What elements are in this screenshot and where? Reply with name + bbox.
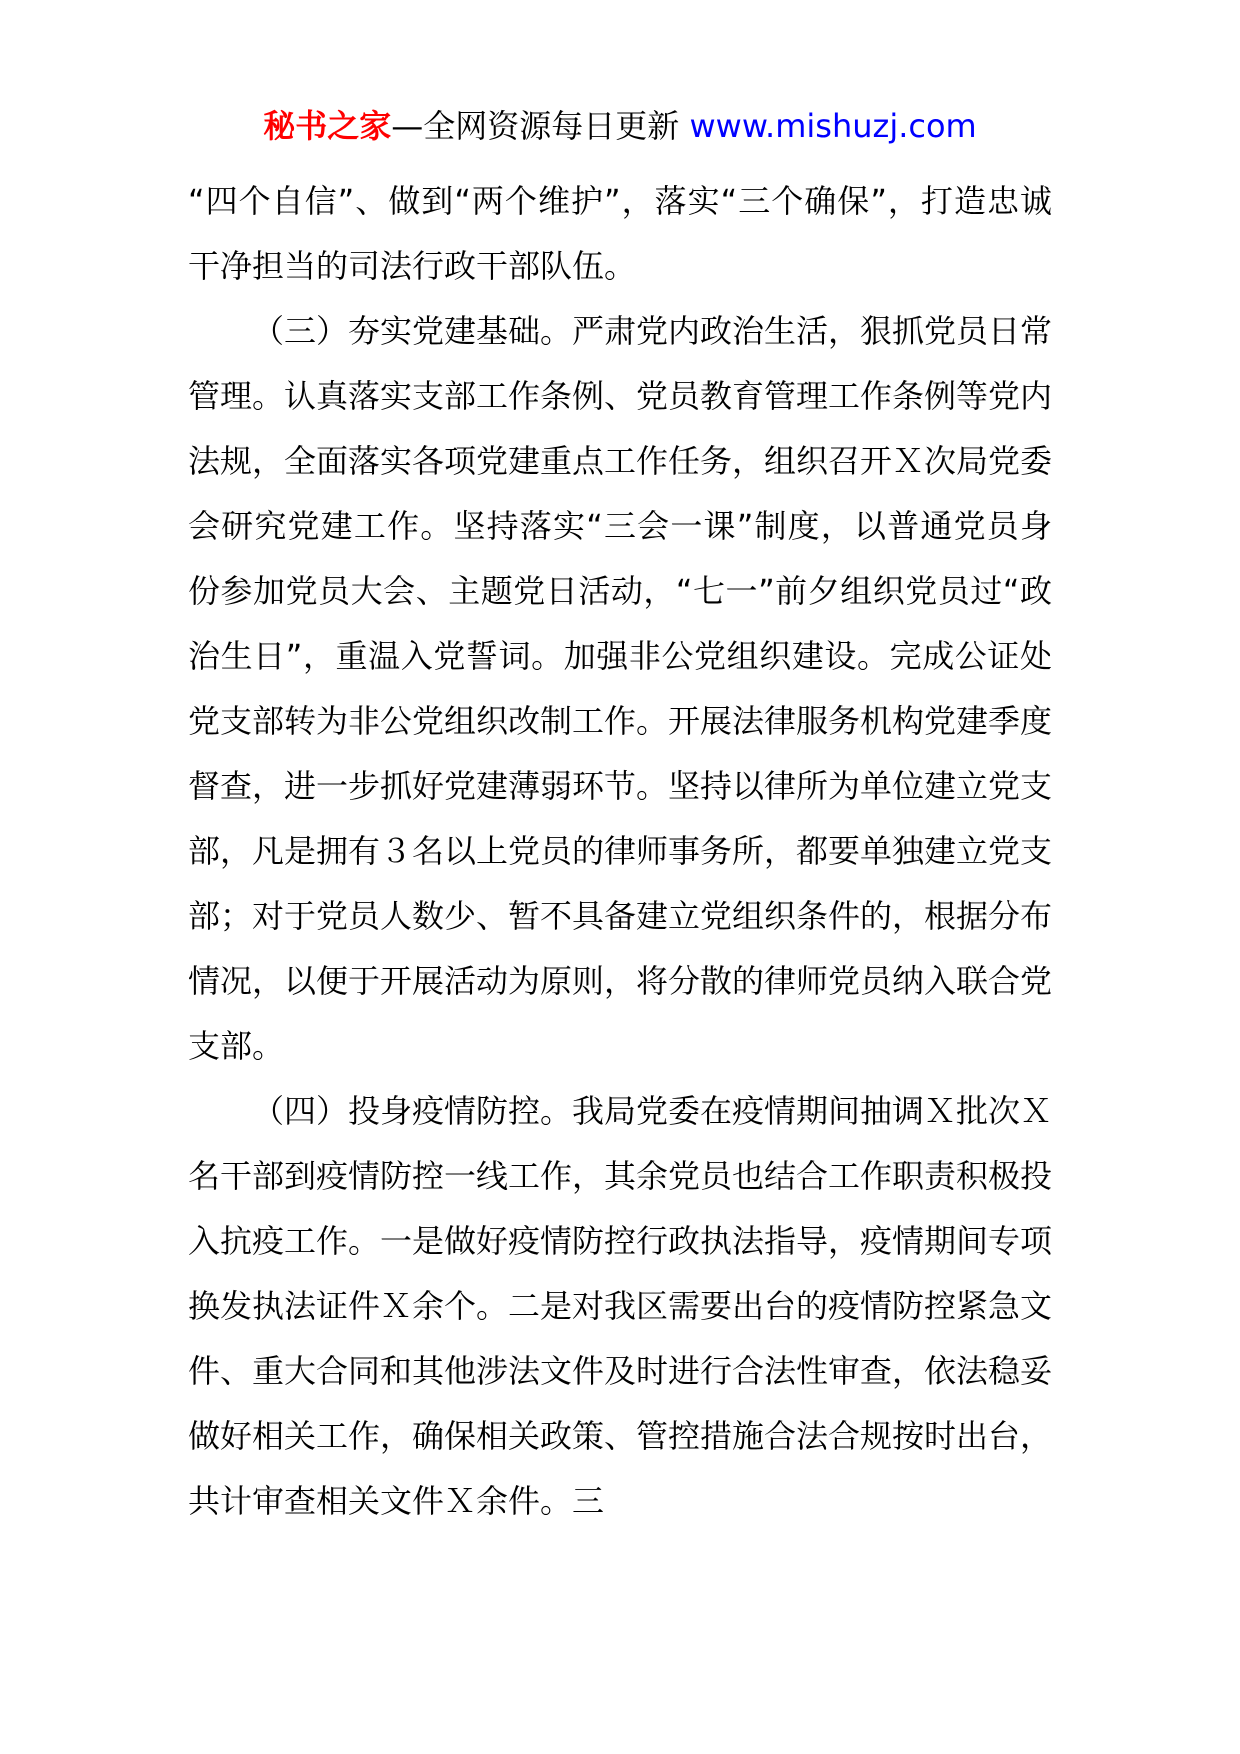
brand-name: 秘书之家	[263, 107, 392, 145]
paragraph-section-three: （三）夯实党建基础。严肃党内政治生活，狠抓党员日常管理。认真落实支部工作条例、党员教育管理工作条例等党内法规，全面落实各项党建重点工作任务，组织召开Ｘ次局党委会研究党建工作。坚持落实“三会一课”制度，以普通党员身份参加党员大会、主题党日活动，“七一”前夕组织党员过“政治生日”，重温入党誓词。加强非公党组织建设。完成公证处党支部转为非公党组织改制工作。开展法律服务机构党建季度督查，进一步抓好党建薄弱环节。坚持以律所为单位建立党支部，凡是拥有３名以上党员的律师事务所，都要单独建立党支部；对于党员人数少、暂不具备建立党组织条件的，根据分布情况，以便于开展活动为原则，将分散的律师党员纳入联合党支部。	[188, 312, 1053, 1065]
paragraph-continued: “四个自信”、做到“两个维护”，落实“三个确保”，打造忠诚干净担当的司法行政干部队伍。	[188, 182, 1052, 285]
page-header	[0, 104, 1240, 148]
document-body	[188, 169, 1052, 1534]
site-url[interactable]: www.mishuzj.com	[689, 107, 977, 145]
paragraph-section-four: （四）投身疫情防控。我局党委在疫情期间抽调Ｘ批次Ｘ名干部到疫情防控一线工作，其余党员也结合工作职责积极投入抗疫工作。一是做好疫情防控行政执法指导，疫情期间专项换发执法证件Ｘ余个。二是对我区需要出台的疫情防控紧急文件、重大合同和其他涉法文件及时进行合法性审查，依法稳妥做好相关工作，确保相关政策、管控措施合法合规按时出台，共计审查相关文件Ｘ余件。三	[188, 1092, 1053, 1520]
header-tagline: —全网资源每日更新	[391, 107, 690, 145]
